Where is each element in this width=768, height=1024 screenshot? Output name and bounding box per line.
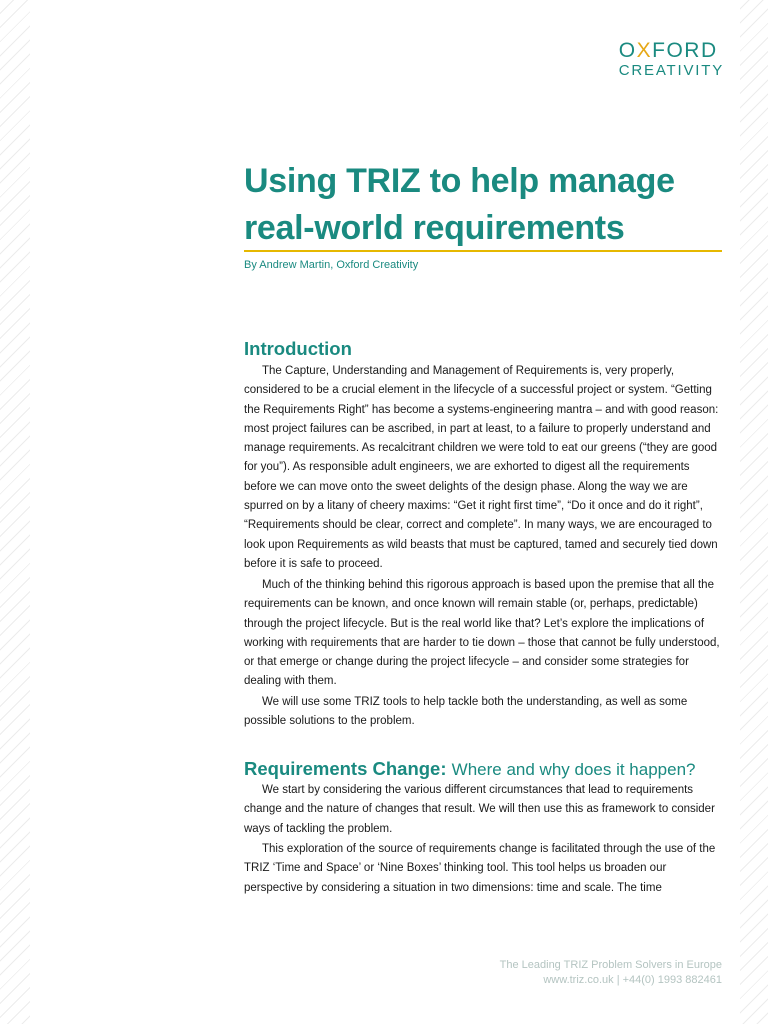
title-line-1: Using TRIZ to help manage xyxy=(244,162,675,200)
section-heading-introduction: Introduction xyxy=(244,338,352,359)
page-footer xyxy=(500,958,722,988)
article-title xyxy=(244,158,722,252)
logo-x-mark: X xyxy=(636,39,653,62)
heading-bold-part: Requirements Change: xyxy=(244,758,447,779)
byline: By Andrew Martin, Oxford Creativity xyxy=(244,259,419,271)
intro-paragraph-3: We will use some TRIZ tools to help tackle both the understanding, as well as some possible solutions to the problem. xyxy=(244,696,688,728)
logo-line-1 xyxy=(619,40,724,61)
logo-line-2: CREATIVITY xyxy=(618,62,724,79)
oxford-creativity-logo xyxy=(619,40,724,78)
change-paragraph-1: We start by considering the various different circumstances that lead to requirements change and the nature of changes that result. We will then use this as framework to consider ways of tackling the problem. xyxy=(244,784,715,835)
heading-sub-part: Where and why does it happen? xyxy=(451,760,696,779)
logo-letter-o: O xyxy=(618,39,637,62)
footer-tagline: The Leading TRIZ Problem Solvers in Europe xyxy=(499,959,722,971)
intro-paragraph-2: Much of the thinking behind this rigorous approach is based upon the premise that all the requirements can be known, and once known will remain stable (or, perhaps, predictable) through the project lifecycle. But is the real world like that? Let’s explore the implications of working with requirements that are harder to tie down – those that cannot be fully understood, or that emerge or change during the project lifecycle – and consider some strategies for dealing with them. xyxy=(244,579,720,688)
title-line-2: real-world requirements xyxy=(244,209,625,247)
footer-contact: www.triz.co.uk | +44(0) 1993 882461 xyxy=(543,974,722,986)
section-heading-requirements-change xyxy=(244,758,695,780)
change-paragraph-2: This exploration of the source of requirements change is facilitated through the use of the TRIZ ‘Time and Space’ or ‘Nine Boxes’ thinking tool. This tool helps us broaden our perspective by considering a situation in two dimensions: time and scale. The time xyxy=(244,843,716,894)
intro-paragraph-1: The Capture, Understanding and Management of Requirements is, very properly, considered to be a crucial element in the lifecycle of a successful project or system. “Getting the Requirements Right” has become a systems-engineering mantra – and with good reason: most project failures can be ascribed, in part at least, to a failure to properly understand and manage requirements. As recalcitrant children we were told to eat our greens (“they are good for you”). As responsible adult engineers, we are exhorted to digest all the requirements before we can move onto the sweet delights of the design phase. Along the way we are spurred on by a litany of cheery maxims: “Get it right first time”, “Do it once and do it right”, “Requirements should be clear, correct and complete”. In many ways, we are encouraged to look upon Requirements as wild beasts that must be captured, tamed and securely tied down before it is safe to proceed. xyxy=(244,365,719,570)
logo-word-ford: FORD xyxy=(652,39,718,62)
title-divider xyxy=(244,250,722,252)
